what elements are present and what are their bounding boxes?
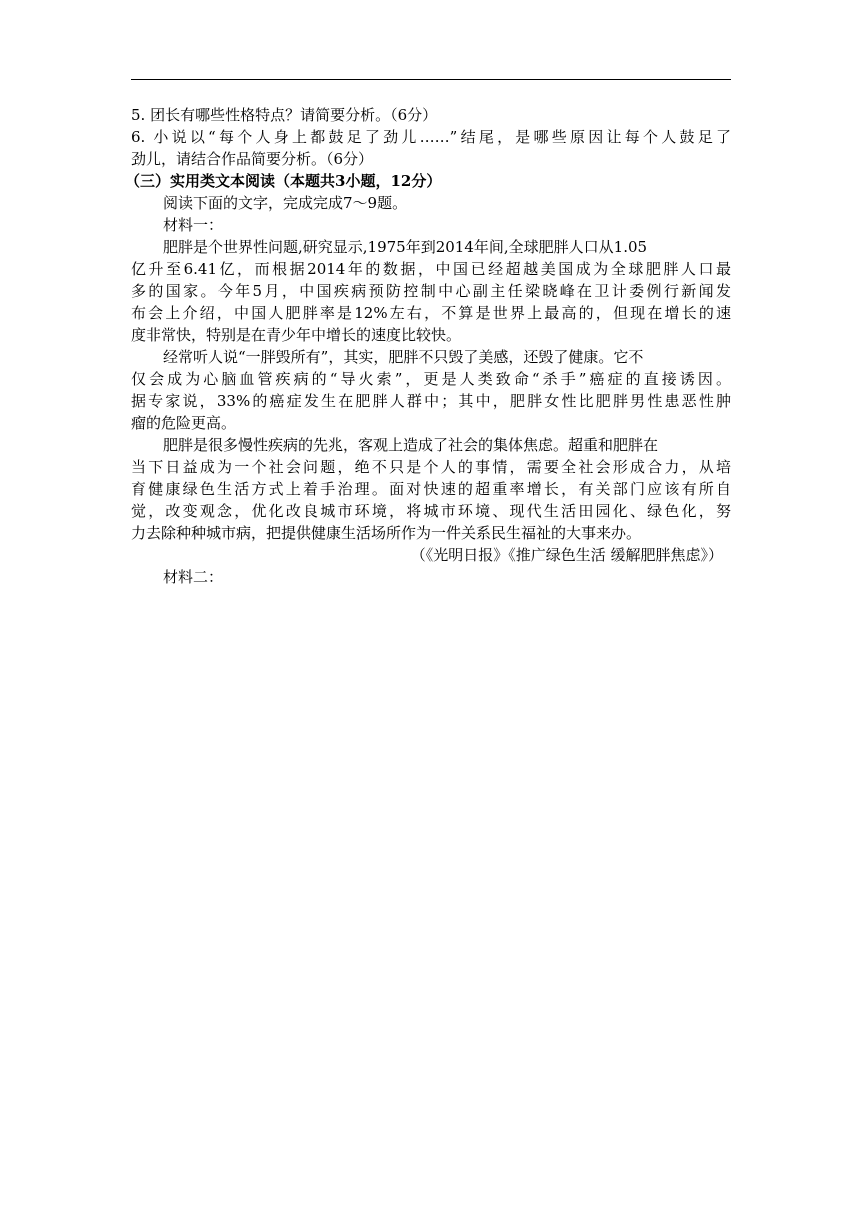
material-2-label: 材料二：: [163, 568, 224, 586]
paragraph-line-text: 多的国家。今年5月，中国疾病预防控制中心副主任梁晓峰在卫计委例行新闻发: [131, 282, 731, 300]
question-5: 5. 团长有哪些性格特点？请简要分析。（6分）: [131, 106, 438, 124]
paragraph-line-text: 仅会成为心脑血管疾病的“导火索”，更是人类致命“杀手”癌症的直接诱因。: [131, 370, 731, 388]
paragraph-3: [131, 434, 731, 544]
question-6-text-1: 6. 小说以“每个人身上都鼓足了劲儿……”结尾，是哪些原因让每个人鼓足了: [131, 128, 731, 146]
paragraph-line: 肥胖是很多慢性疾病的先兆，客观上造成了社会的集体焦虑。超重和肥胖在: [163, 436, 659, 454]
paragraph-line: [131, 500, 731, 522]
instruction: 阅读下面的文字，完成完成7～9题。: [163, 194, 408, 212]
material-1-label: 材料一：: [163, 216, 224, 234]
paragraph-line-text: 当下日益成为一个社会问题，绝不只是个人的事情，需要全社会形成合力，从培: [131, 458, 731, 476]
paragraph-line-text: 布会上介绍，中国人肥胖率是12%左右，不算是世界上最高的，但现在增长的速: [131, 304, 731, 322]
paragraph-line-text: 据专家说，33%的癌症发生在肥胖人群中；其中，肥胖女性比肥胖男性患恶性肿: [131, 392, 731, 410]
paragraph-line-text: 觉，改变观念，优化改良城市环境，将城市环境、现代生活田园化、绿色化，努: [131, 502, 731, 520]
paragraph-line: 瘤的危险更高。: [131, 414, 237, 432]
paragraph-line-text: 亿升至6.41亿，而根据2014年的数据，中国已经超越美国成为全球肥胖人口最: [131, 260, 731, 278]
document-body: [125, 104, 731, 588]
paragraph-line: 度非常快，特别是在青少年中增长的速度比较快。: [131, 326, 462, 344]
paragraph-line-text: 育健康绿色生活方式上着手治理。面对快速的超重率增长，有关部门应该有所自: [131, 480, 731, 498]
paragraph-1: [131, 236, 731, 346]
question-6-line-2: 劲儿，请结合作品简要分析。（6分）: [131, 150, 374, 168]
paragraph-line: [131, 302, 731, 324]
paragraph-line: [131, 456, 731, 478]
paragraph-line: [131, 368, 731, 390]
header-rule: [131, 79, 731, 80]
paragraph-2: [131, 346, 731, 434]
paragraph-line: 经常听人说“一胖毁所有”，其实，肥胖不只毁了美感，还毁了健康。它不: [163, 348, 644, 366]
paragraph-line: [131, 258, 731, 280]
paragraph-line: 力去除种种城市病，把提供健康生活场所作为一件关系民生福祉的大事来办。: [131, 524, 642, 542]
paragraph-line: [131, 478, 731, 500]
question-6-line-1: [131, 126, 731, 148]
source-citation: （《光明日报》《推广绿色生活 缓解肥胖焦虑》）: [410, 546, 723, 564]
section-heading: （三）实用类文本阅读（本题共3小题，12分）: [125, 172, 442, 190]
paragraph-line: [131, 280, 731, 302]
paragraph-line: 肥胖是个世界性问题,研究显示,1975年到2014年间,全球肥胖人口从1.05: [163, 238, 648, 256]
paragraph-line: [131, 390, 731, 412]
